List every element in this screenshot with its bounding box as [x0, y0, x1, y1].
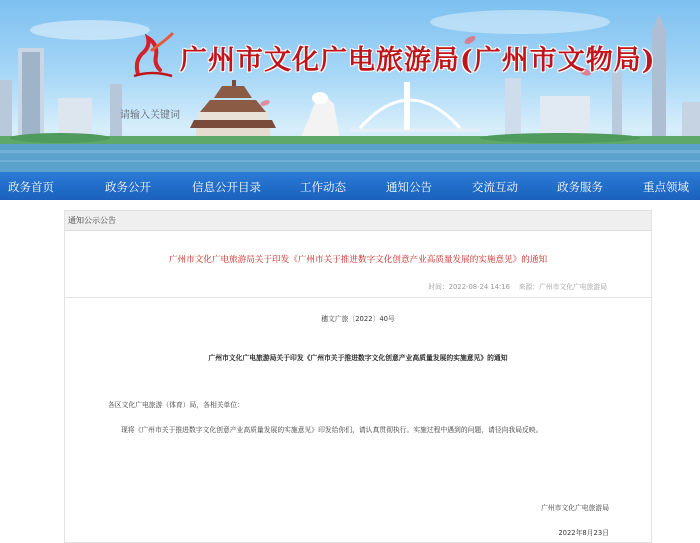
nav-item-home[interactable]: 政务首页 — [8, 180, 54, 194]
document-heading: 广州市文化广电旅游局关于印发《广州市关于推进数字文化创意产业高质量发展的实施意见》的通知 — [208, 354, 508, 362]
article-title: 广州市文化广电旅游局关于印发《广州市关于推进数字文化创意产业高质量发展的实施意见》的通知 — [168, 255, 548, 265]
nav-item-notices[interactable]: 通知公告 — [386, 180, 432, 194]
document-signature: 广州市文化广电旅游局 — [541, 504, 609, 512]
breadcrumb[interactable]: 通知公示公告 — [65, 211, 651, 231]
document-body: 现将《广州市关于推进数字文化创意产业高质量发展的实施意见》印发给你们，请认真贯彻执行。实施过程中遇到的问题，请径向我局反映。 — [121, 426, 543, 434]
document-number: 穗文广旅〔2022〕40号 — [321, 315, 395, 323]
guangzhou-culture-logo-icon — [130, 30, 176, 80]
main-navigation — [0, 172, 700, 200]
city-skyline-illustration — [0, 0, 700, 172]
article-source: 来源：广州市文化广电旅游局 — [518, 283, 607, 291]
site-title: 广州市文化广电旅游局(广州市文物局) — [180, 45, 656, 76]
nav-item-interaction[interactable]: 交流互动 — [472, 180, 518, 194]
document-salutation: 各区文化广电旅游（体育）局，各相关单位： — [108, 401, 244, 409]
search-box[interactable] — [115, 103, 315, 121]
nav-item-gov-open[interactable]: 政务公开 — [105, 180, 151, 194]
divider — [65, 297, 651, 298]
document-date: 2022年8月23日 — [558, 529, 609, 537]
article-meta — [428, 281, 607, 291]
nav-item-gov-service[interactable]: 政务服务 — [557, 180, 603, 194]
nav-item-key-areas[interactable]: 重点领域 — [643, 180, 689, 194]
nav-item-work-news[interactable]: 工作动态 — [300, 180, 346, 194]
article-panel — [64, 210, 652, 543]
publish-time: 时间：2022-08-24 14:16 — [428, 283, 510, 291]
nav-item-info-catalog[interactable]: 信息公开目录 — [192, 180, 261, 194]
search-input[interactable] — [115, 107, 315, 125]
header-banner — [0, 0, 700, 172]
